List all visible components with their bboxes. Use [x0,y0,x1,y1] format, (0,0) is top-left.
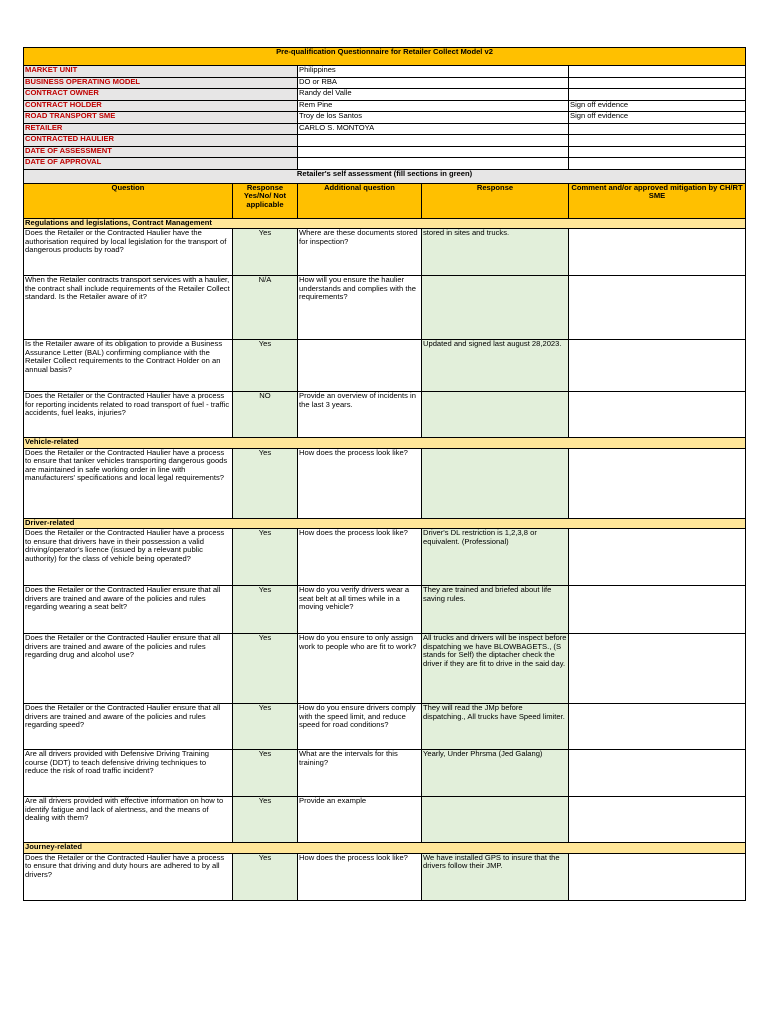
info-extra[interactable]: Sign off evidence [569,100,746,112]
section-title: Journey-related [24,843,746,854]
response-yn-cell[interactable]: Yes [233,586,298,634]
column-header-response-yn: Response Yes/No/ Not applicable [233,183,298,218]
info-label: CONTRACT OWNER [24,89,298,101]
response-cell[interactable]: stored in sites and trucks. [422,229,569,276]
response-cell[interactable]: Updated and signed last august 28,2023. [422,340,569,392]
info-extra[interactable] [569,158,746,170]
additional-question-cell: How do you ensure drivers comply with the speed limit, and reduce speed for road conditions? [298,704,422,750]
info-row [24,146,746,158]
table-row [24,704,746,750]
comment-cell[interactable] [569,529,746,586]
question-cell: Does the Retailer or the Contracted Haulier have a process to ensure that tanker vehicles transporting dangerous goods are maintained in safe working order in line with manufacturers' specifications and local legal requirements? [24,448,233,518]
response-cell[interactable]: Driver's DL restriction is 1,2,3,8 or equivalent. (Professional) [422,529,569,586]
section-header-row [24,518,746,529]
question-cell: Are all drivers provided with effective information on how to identify fatigue and lack of alertness, and the means of dealing with them? [24,797,233,843]
column-header-question: Question [24,183,233,218]
info-label: CONTRACT HOLDER [24,100,298,112]
self-assessment-row [24,169,746,183]
response-yn-cell[interactable]: Yes [233,340,298,392]
table-row [24,392,746,438]
comment-cell[interactable] [569,392,746,438]
info-extra[interactable] [569,66,746,78]
question-cell: Does the Retailer or the Contracted Haulier have a process for reporting incidents related to road transport of fuel - traffic accidents, fuel leaks, injuries? [24,392,233,438]
self-assessment-banner: Retailer's self assessment (fill sections in green) [24,169,746,183]
info-value[interactable]: CARLO S. MONTOYA [298,123,569,135]
response-yn-cell[interactable]: Yes [233,448,298,518]
response-cell[interactable]: Yearly, Under Phrsma (Jed Galang) [422,750,569,797]
response-cell[interactable]: All trucks and drivers will be inspect before dispatching we have BLOWBAGETS., (S stands for Self) the diptacher check the driver if they are fit to drive in the said day. [422,634,569,704]
title-row [24,48,746,66]
column-header-row [24,183,746,218]
response-yn-cell[interactable]: Yes [233,229,298,276]
table-row [24,853,746,900]
info-label: CONTRACTED HAULIER [24,135,298,147]
question-cell: Does the Retailer or the Contracted Haulier have the authorisation required by local legislation for the transport of dangerous products by road? [24,229,233,276]
question-cell: Are all drivers provided with Defensive Driving Training course (DDT) to teach defensive driving techniques to reduce the risk of road traffic incident? [24,750,233,797]
additional-question-cell: Where are these documents stored for inspection? [298,229,422,276]
info-extra[interactable] [569,89,746,101]
response-cell[interactable] [422,448,569,518]
info-row [24,89,746,101]
info-extra[interactable] [569,123,746,135]
info-row [24,66,746,78]
additional-question-cell: How does the process look like? [298,853,422,900]
info-label: RETAILER [24,123,298,135]
info-row [24,135,746,147]
column-header-additional: Additional question [298,183,422,218]
info-value[interactable]: Troy de los Santos [298,112,569,124]
response-yn-cell[interactable]: N/A [233,276,298,340]
response-yn-cell[interactable]: Yes [233,704,298,750]
comment-cell[interactable] [569,704,746,750]
info-row [24,100,746,112]
info-row [24,123,746,135]
info-label: ROAD TRANSPORT SME [24,112,298,124]
comment-cell[interactable] [569,853,746,900]
info-label: BUSINESS OPERATING MODEL [24,77,298,89]
response-yn-cell[interactable]: Yes [233,529,298,586]
response-cell[interactable] [422,392,569,438]
additional-question-cell: Provide an example [298,797,422,843]
info-label: MARKET UNIT [24,66,298,78]
section-header-row [24,843,746,854]
page-title: Pre-qualification Questionnaire for Retailer Collect Model v2 [24,48,746,66]
comment-cell[interactable] [569,797,746,843]
info-value[interactable]: Randy del Valle [298,89,569,101]
response-yn-cell[interactable]: Yes [233,634,298,704]
table-row [24,634,746,704]
response-cell[interactable]: They are trained and briefed about life saving rules. [422,586,569,634]
info-row [24,112,746,124]
question-cell: Does the Retailer or the Contracted Haulier ensure that all drivers are trained and aware of the policies and rules regarding speed? [24,704,233,750]
table-row [24,276,746,340]
response-cell[interactable] [422,797,569,843]
info-label: DATE OF APPROVAL [24,158,298,170]
info-value[interactable] [298,146,569,158]
section-title: Regulations and legislations, Contract Management [24,218,746,229]
section-title: Vehicle-related [24,438,746,449]
info-value[interactable] [298,135,569,147]
question-cell: Does the Retailer or the Contracted Haulier ensure that all drivers are trained and aware of the policies and rules regarding wearing a seat belt? [24,586,233,634]
response-yn-cell[interactable]: Yes [233,797,298,843]
table-row [24,340,746,392]
table-row [24,797,746,843]
section-title: Driver-related [24,518,746,529]
question-cell: When the Retailer contracts transport services with a haulier, the contract shall include requirements of the Retailer Collect standard. Is the Retailer aware of it? [24,276,233,340]
response-cell[interactable]: They will read the JMp before dispatching., All trucks have Speed limiter. [422,704,569,750]
section-header-row [24,218,746,229]
question-cell: Does the Retailer or the Contracted Haulier ensure that all drivers are trained and aware of the policies and rules regarding drug and alcohol use? [24,634,233,704]
table-row [24,750,746,797]
info-value[interactable]: DO or RBA [298,77,569,89]
column-header-comment: Comment and/or approved mitigation by CH/RT SME [569,183,746,218]
comment-cell[interactable] [569,340,746,392]
info-value[interactable]: Rem Pine [298,100,569,112]
table-row [24,229,746,276]
comment-cell[interactable] [569,276,746,340]
response-yn-cell[interactable]: Yes [233,750,298,797]
comment-cell[interactable] [569,750,746,797]
info-row [24,158,746,170]
column-header-response: Response [422,183,569,218]
additional-question-cell: How does the process look like? [298,448,422,518]
table-row [24,529,746,586]
questionnaire-sheet [23,47,746,901]
comment-cell[interactable] [569,229,746,276]
additional-question-cell: How do you verify drivers wear a seat belt at all times while in a moving vehicle? [298,586,422,634]
info-value[interactable]: Philippines [298,66,569,78]
additional-question-cell: Provide an overview of incidents in the last 3 years. [298,392,422,438]
comment-cell[interactable] [569,586,746,634]
comment-cell[interactable] [569,448,746,518]
response-yn-cell[interactable]: Yes [233,853,298,900]
table-row [24,448,746,518]
info-row [24,77,746,89]
additional-question-cell: How do you ensure to only assign work to people who are fit to work? [298,634,422,704]
question-cell: Does the Retailer or the Contracted Haulier have a process to ensure that drivers have in their possession a valid driving/operator's licence (issued by a relevant public authority) for the class of vehicle being operated? [24,529,233,586]
info-value[interactable] [298,158,569,170]
response-cell[interactable]: We have installed GPS to insure that the drivers follow their JMP. [422,853,569,900]
additional-question-cell: What are the intervals for this training? [298,750,422,797]
table-row [24,586,746,634]
response-yn-cell[interactable]: NO [233,392,298,438]
question-cell: Does the Retailer or the Contracted Haulier have a process to ensure that driving and duty hours are adhered to by all drivers? [24,853,233,900]
additional-question-cell: How does the process look like? [298,529,422,586]
comment-cell[interactable] [569,634,746,704]
additional-question-cell [298,340,422,392]
section-header-row [24,438,746,449]
response-cell[interactable] [422,276,569,340]
info-label: DATE OF ASSESSMENT [24,146,298,158]
additional-question-cell: How will you ensure the haulier understands and complies with the requirements? [298,276,422,340]
info-extra[interactable] [569,135,746,147]
info-extra[interactable] [569,77,746,89]
info-extra[interactable]: Sign off evidence [569,112,746,124]
info-extra[interactable] [569,146,746,158]
question-cell: Is the Retailer aware of its obligation to provide a Business Assurance Letter (BAL) confirming compliance with the Retailer Collect requirements to the Contract Holder on an annual basis? [24,340,233,392]
